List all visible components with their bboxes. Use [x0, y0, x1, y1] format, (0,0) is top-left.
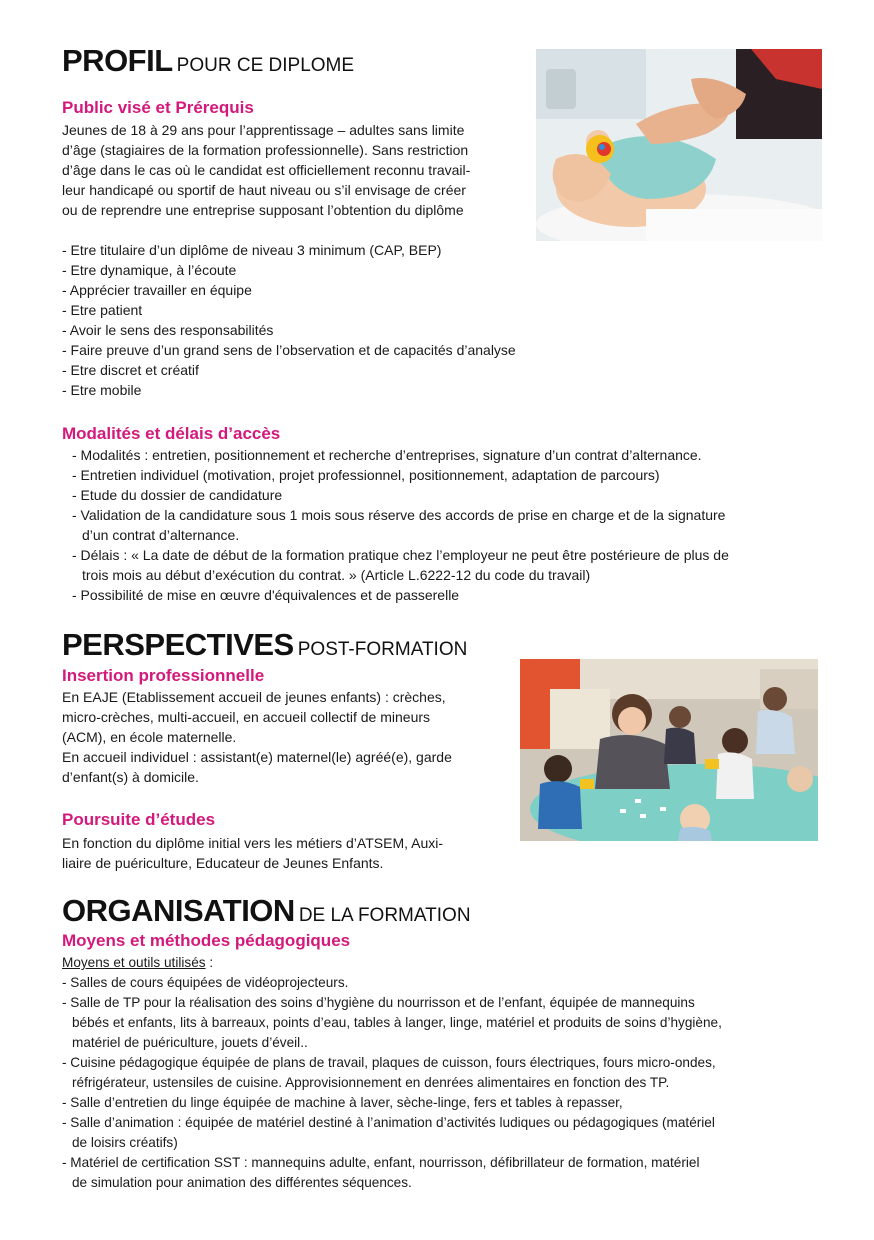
list-item: - Délais : « La date de début de la formation pratique chez l’employeur ne peut être postérieure de plus de	[72, 547, 729, 563]
insertion-heading: Insertion professionnelle	[62, 666, 265, 685]
text-line: En EAJE (Etablissement accueil de jeunes enfants) : crèches,	[62, 689, 446, 705]
text-line: d’âge dans le cas où le candidat est officiellement reconnu travail-	[62, 162, 471, 178]
text-line: liaire de puériculture, Educateur de Jeunes Enfants.	[62, 855, 384, 871]
text-line: leur handicapé ou sportif de haut niveau ou s’il envisage de créer	[62, 182, 466, 198]
classroom-photo	[520, 659, 818, 841]
moyens-heading: Moyens et méthodes pédagogiques	[62, 931, 351, 950]
list-item: - Possibilité de mise en œuvre d'équivalences et de passerelle	[72, 587, 460, 603]
list-item-continuation: de simulation pour animation des différentes séquences.	[72, 1175, 412, 1190]
list-item: - Avoir le sens des responsabilités	[62, 322, 274, 338]
modalites-heading: Modalités et délais d’accès	[62, 424, 281, 443]
perspectives-title-suffix: POST-FORMATION	[297, 639, 468, 660]
classroom-illustration	[520, 659, 818, 841]
poursuite-heading: Poursuite d’études	[62, 810, 216, 829]
baby-care-illustration	[536, 49, 822, 241]
text-line: micro-crèches, multi-accueil, en accueil collectif de mineurs	[62, 709, 431, 725]
list-item-continuation: réfrigérateur, ustensiles de cuisine. Approvisionnement en denrées alimentaires en fonction des TP.	[72, 1075, 670, 1090]
list-item-continuation: bébés et enfants, lits à barreaux, points d’eau, tables à langer, linge, matériel et produits de soins d’hygiène,	[72, 1015, 722, 1030]
list-item: - Etre patient	[62, 302, 143, 318]
list-item-continuation: matériel de puériculture, jouets d’éveil..	[72, 1035, 308, 1050]
list-item: - Etre dynamique, à l’écoute	[62, 262, 237, 278]
text-line: En accueil individuel : assistant(e) maternel(le) agréé(e), garde	[62, 749, 452, 765]
baby-care-photo	[536, 49, 822, 241]
outils-label: Moyens et outils utilisés	[62, 955, 206, 970]
list-item: - Etre discret et créatif	[62, 362, 199, 378]
organisation-title	[62, 893, 471, 929]
text-line: (ACM), en école maternelle.	[62, 729, 237, 745]
text-line: ou de reprendre une entreprise supposant l’obtention du diplôme	[62, 202, 464, 218]
perspectives-title	[62, 627, 467, 663]
list-item: - Entretien individuel (motivation, projet professionnel, positionnement, adaptation de parcours)	[72, 467, 660, 483]
profil-title-main: PROFIL	[62, 43, 173, 78]
list-item: - Faire preuve d’un grand sens de l’observation et de capacités d’analyse	[62, 342, 516, 358]
profil-title	[62, 43, 354, 79]
public-text	[62, 120, 470, 220]
list-item: - Modalités : entretien, positionnement et recherche d’entreprises, signature d’un contrat d’alternance.	[72, 447, 702, 463]
list-item: - Salles de cours équipées de vidéoprojecteurs.	[62, 975, 349, 990]
outils-label-line	[62, 953, 722, 973]
list-item-continuation: de loisirs créatifs)	[72, 1135, 178, 1150]
list-item: - Validation de la candidature sous 1 mois sous réserve des accords de prise en charge et de la signature	[72, 507, 726, 523]
modalites-list	[72, 445, 729, 605]
poursuite-text	[62, 833, 443, 873]
text-line: Jeunes de 18 à 29 ans pour l’apprentissage – adultes sans limite	[62, 122, 465, 138]
list-item-continuation: d’un contrat d’alternance.	[82, 527, 240, 543]
list-item: - Salle d’entretien du linge équipée de machine à laver, sèche-linge, fers et tables à repasser,	[62, 1095, 623, 1110]
list-item: - Salle d’animation : équipée de matériel destiné à l’animation d’activités ludiques ou pédagogiques (matériel	[62, 1115, 715, 1130]
public-heading: Public visé et Prérequis	[62, 98, 254, 117]
list-item: - Apprécier travailler en équipe	[62, 282, 252, 298]
organisation-title-suffix: DE LA FORMATION	[298, 905, 471, 926]
list-item: - Cuisine pédagogique équipée de plans de travail, plaques de cuisson, fours électriques, fours micro-ondes,	[62, 1055, 716, 1070]
text-line: d’enfant(s) à domicile.	[62, 769, 199, 785]
list-item: - Etre titulaire d’un diplôme de niveau 3 minimum (CAP, BEP)	[62, 242, 442, 258]
list-item-continuation: trois mois au début d’exécution du contrat. » (Article L.6222-12 du code du travail)	[82, 567, 591, 583]
organisation-title-main: ORGANISATION	[62, 893, 295, 928]
profil-title-suffix: POUR CE DIPLOME	[176, 55, 355, 76]
list-item: - Salle de TP pour la réalisation des soins d’hygiène du nourrisson et de l’enfant, équipée de mannequins	[62, 995, 695, 1010]
insertion-text	[62, 687, 452, 787]
outils-colon: :	[205, 955, 214, 970]
text-line: En fonction du diplôme initial vers les métiers d’ATSEM, Auxi-	[62, 835, 444, 851]
list-item: - Etre mobile	[62, 382, 142, 398]
prereq-list	[62, 240, 516, 400]
organisation-list	[62, 953, 722, 1193]
list-item: - Matériel de certification SST : mannequins adulte, enfant, nourrisson, défibrillateur de formation, matériel	[62, 1155, 700, 1170]
perspectives-title-main: PERSPECTIVES	[62, 627, 294, 662]
text-line: d’âge (stagiaires de la formation professionnelle). Sans restriction	[62, 142, 469, 158]
list-item: - Etude du dossier de candidature	[72, 487, 283, 503]
